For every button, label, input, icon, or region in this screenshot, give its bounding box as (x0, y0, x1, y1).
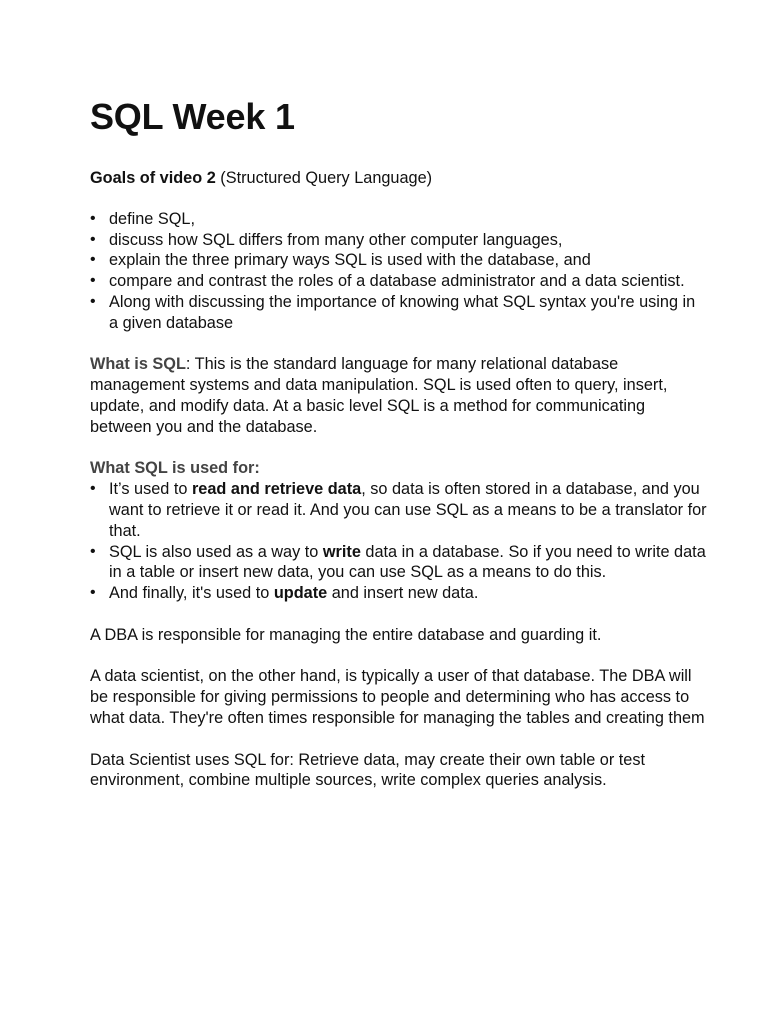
used-for-list (90, 479, 708, 604)
used-for-list-item (90, 542, 708, 584)
used-for-pre: SQL is also used as a way to (109, 542, 323, 561)
used-for-bold: read and retrieve data (191, 480, 362, 499)
dba-paragraph: A DBA is responsible for managing the entire database and guarding it. (90, 625, 602, 644)
data-scientist-paragraph: A data scientist, on the other hand, is typically a user of that database. The DBA will be responsible for giving permissions to people and determining who has access to what data. They're often times responsible for managing the tables and creating them (90, 667, 705, 727)
used-for-bold: write (322, 542, 361, 561)
what-is-sql-paragraph (90, 354, 708, 437)
what-is-text: : This is the standard language for many relational database management systems and data manipulation. SQL is used often to query, insert, update, and modify data. At a basic level SQL is a method for communicating between you and the database. (90, 355, 668, 436)
used-for-heading (90, 458, 708, 479)
used-for-bold: update (273, 584, 328, 603)
used-for-list-item (90, 583, 708, 604)
goals-list (90, 209, 708, 334)
used-for-post: and insert new data. (327, 584, 479, 603)
goals-list-item: • define SQL, (90, 209, 708, 230)
goals-heading-bold: Goals of video 2 (90, 169, 216, 187)
used-for-label-b: SQL (134, 459, 168, 478)
goals-list-item: • Along with discussing the importance of knowing what SQL syntax you're using in a given database (90, 292, 708, 334)
used-for-post: data in a database. So if you need to write data in a table or insert new data, you can use SQL as a means to do this. (109, 542, 706, 582)
used-for-label-a: What (90, 459, 135, 478)
what-is-label-a: What is (90, 355, 153, 374)
used-for-pre: It’s used to (109, 480, 192, 499)
goals-list-item: • discuss how SQL differs from many other computer languages, (90, 230, 708, 251)
used-for-list-item (90, 479, 708, 541)
page-title: SQL Week 1 (90, 96, 295, 137)
what-is-label (90, 355, 186, 373)
goals-heading (90, 168, 708, 189)
what-is-label-b: SQL (152, 355, 186, 374)
goals-heading-rest: (Structured Query Language) (215, 169, 433, 187)
used-for-pre: And finally, it's used to (109, 584, 274, 603)
data-scientist-uses-paragraph: Data Scientist uses SQL for: Retrieve data, may create their own table or test environment, combine multiple sources, write complex queries analysis. (90, 750, 646, 790)
goals-list-item: • compare and contrast the roles of a database administrator and a data scientist. (90, 271, 708, 292)
goals-list-item: • explain the three primary ways SQL is used with the database, and (90, 250, 708, 271)
used-for-label-c: is used for: (167, 459, 260, 478)
used-for-post: , so data is often stored in a database, and you want to retrieve it or read it. And you can use SQL as a means to be a translator for that. (109, 480, 707, 540)
